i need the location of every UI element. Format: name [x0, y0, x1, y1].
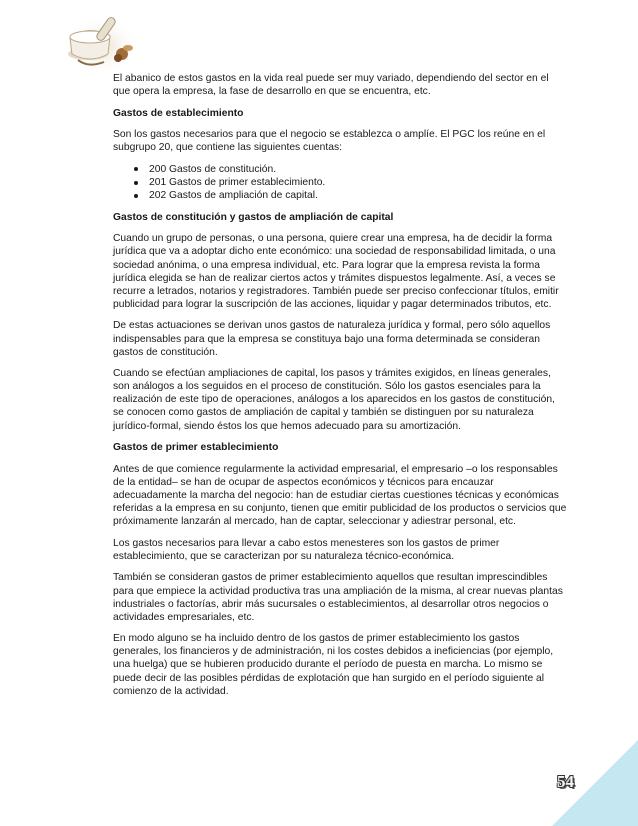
list-item: 202 Gastos de ampliación de capital.	[113, 189, 568, 202]
paragraph: En modo alguno se ha incluido dentro de los gastos de primer establecimiento los gastos generales, los financieros y de administración, ni los costes debidos a ineficiencias (por ejemplo, una huelga) que se hubieren producido durante el período de puesta en marcha. Lo mismo se puede decir de las posibles pérdidas de explotación que han surgido en el período siguiente al comienzo de la actividad.	[113, 633, 554, 697]
list-item: 200 Gastos de constitución.	[113, 163, 568, 176]
section-heading-primer-establecimiento: Gastos de primer establecimiento	[113, 442, 279, 454]
section-heading-constitucion: Gastos de constitución y gastos de ampliación de capital	[113, 211, 394, 223]
paragraph: Antes de que comience regularmente la actividad empresarial, el empresario –o los responsables de la entidad– se han de ocupar de aspectos económicos y técnicos para encauzar adecuadamente la marcha del negocio: han de estudiar ciertas cuestiones técnicas y económicas referidas a la empresa en su conjunto, tienen que emitir publicidad de los productos o servicios que próximamente lanzarán al mercado, han de captar, seleccionar y adiestrar personal, etc.	[113, 463, 567, 528]
list-item: 201 Gastos de primer establecimiento.	[113, 176, 568, 189]
paragraph: También se consideran gastos de primer establecimiento aquellos que resultan imprescindibles para que empiece la actividad productiva tras una ampliación de la misma, al crear nuevas plantas industriales o factorías, abrir más sucursales o establecimientos, al desarrollar otros negocios o actividades empresariales, etc.	[113, 572, 563, 623]
paragraph: Cuando se efectúan ampliaciones de capital, los pasos y trámites exigidos, en líneas generales, son análogos a los seguidos en el proceso de constitución. Sólo los gastos esenciales para la realización de este tipo de operaciones, análogos a los aparecidos en los gastos de constitución, se conocen como gastos de ampliación de capital y también se distinguen por su naturaleza jurídico-formal, siendo éstos los que hemos adecuado para su amortización.	[113, 368, 555, 432]
page-number: 54	[557, 772, 574, 791]
section-heading-establecimiento: Gastos de establecimiento	[113, 107, 244, 119]
accounts-list	[113, 163, 568, 202]
mortar-and-pestle-icon	[58, 6, 142, 78]
paragraph: Son los gastos necesarios para que el negocio se establezca o amplíe. El PGC los reúne en el subgrupo 20, que contiene las siguientes cuentas:	[113, 129, 546, 154]
document-body	[113, 72, 568, 706]
paragraph: Los gastos necesarios para llevar a cabo estos menesteres son los gastos de primer establecimiento, que se caracterizan por su naturaleza técnico-económica.	[113, 537, 500, 562]
paragraph: Cuando un grupo de personas, o una persona, quiere crear una empresa, ha de decidir la forma jurídica que va a adoptar dicho ente económico: una sociedad de responsabilidad limitada, o una sociedad anónima, o una empresa individual, etc. Para lograr que la empresa revista la forma jurídica elegida se han de realizar ciertos actos y trámites dispuestos legalmente. Así, a veces se recurre a letrados, notarios y registradores. También puede ser preciso confeccionar títulos, emitir publicidad para lograr la suscripción de las acciones, liquidar y pagar determinados tributos, etc.	[113, 233, 559, 310]
paragraph: De estas actuaciones se derivan unos gastos de naturaleza jurídica y formal, pero sólo aquellos indispensables para que la empresa se constituya bajo una forma determinada se consideran gastos de constitución.	[113, 320, 551, 358]
intro-paragraph: El abanico de estos gastos en la vida real puede ser muy variado, dependiendo del sector en el que opera la empresa, la fase de desarrollo en que se encuentra, etc.	[113, 73, 549, 98]
